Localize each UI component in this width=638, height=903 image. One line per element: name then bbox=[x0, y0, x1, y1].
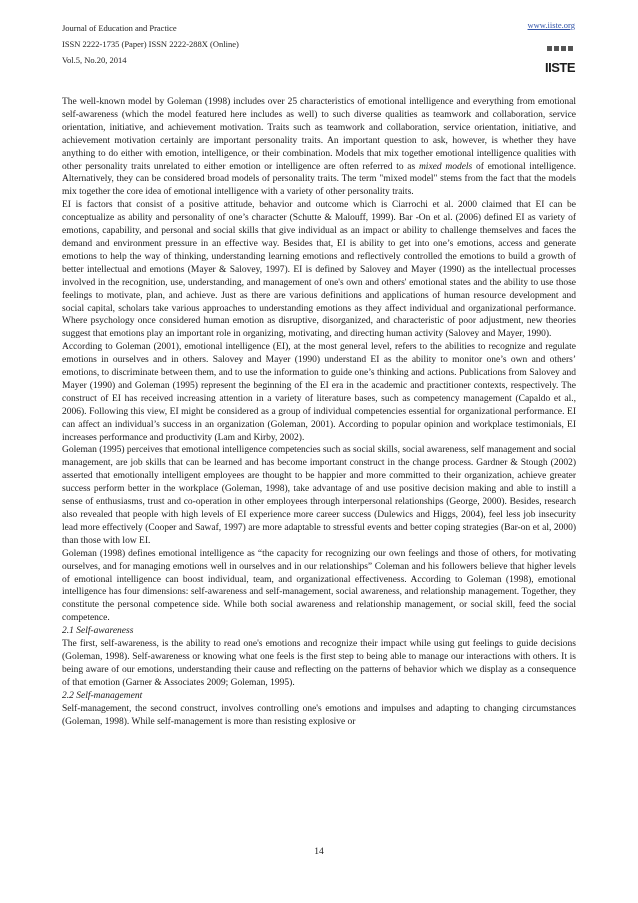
logo-text: IISTE bbox=[545, 60, 576, 75]
paragraph-goleman-1998: Goleman (1998) defines emotional intelligence as “the capacity for recognizing our own feelings and those of others, for motivating ourselves, and for managing emotions well in ourselves and in our relationships” Coleman and his followers believe that higher levels of emotional intelligence can boost individual, team, and organizational effectiveness. According to Goleman (1998), emotional intelligence has four dimensions: self-awareness and self-management, social awareness, and relationship management. Together, they constitute the personal competence side. While both social awareness and relationship management, or social skill, feed the social competence. bbox=[62, 548, 576, 624]
issn-line: ISSN 2222-1735 (Paper) ISSN 2222-288X (Online) bbox=[62, 39, 239, 49]
paragraph-ei-competencies: Goleman (1995) perceives that emotional intelligence competencies such as social skills, social awareness, self management and social management, are job skills that can be learned and has become important construct in the change process. Gardner & Stough (2002) asserted that emotionally intelligent employees are thought to be happier and more committed to their organization, achieve greater success perform better in the workplace (Goleman, 1998), take advantage of and use positive decision making and able to instill a sense of enthusiasms, trust and co-operation in other employees through interpersonal relationships (George, 2000). Besides, research also revealed that people with high levels of EI experience more career success (Dulewics and Higgs, 2004), feel less job insecurity lead more effectively (Cooper and Sawaf, 1997) are more adaptable to stressful events and better coping strategies (Bar-on et al, 2000) than those with low EI. bbox=[62, 445, 576, 546]
paragraph-text: The well-known model by Goleman (1998) includes over 25 characteristics of emotional intelligence and everything from emotional self-awareness (which the model featured here includes as well) to such diverse qualities as teamwork and collaboration, service orientation, initiative, and achievement motivation. Traits such as teamwork and collaboration, service orientation, initiative, and achievement motivation certainly are important personality traits. An important question to ask, however, is whether they have anything to do either with emotion, intelligence, or their combination. Models that mix together emotional intelligence qualities with other personality traits unrelated to either emotion or intelligence are often referred to as bbox=[62, 97, 576, 172]
page-header bbox=[62, 20, 575, 90]
section-heading-self-awareness: 2.1 Self-awareness bbox=[62, 626, 134, 637]
page-number: 14 bbox=[314, 847, 324, 857]
journal-name: Journal of Education and Practice bbox=[62, 23, 177, 33]
article-body bbox=[62, 96, 576, 728]
paragraph-text: of emotional intelligence. Alternatively, they can be considered broad models of personality traits. The term "mixed model" stems from the fact that the models mix together the core idea of emotional intelligence with a variety of other personality traits. bbox=[62, 161, 576, 198]
paragraph-goleman-2001: According to Goleman (2001), emotional intelligence (EI), at the most general level, refers to the abilities to recognize and regulate emotions in ourselves and in others. Salovey and Mayer (1990) understand EI as the ability to monitor one’s own and others’ emotions, to discriminate between them, and to use the information to guide one’s thinking and actions. Publications from Salovey and Mayer (1990) and Goleman (1995) represent the beginning of the EI era in the academic and practitioner contexts, respectively. The construct of EI has received increasing attention in a variety of literature bases, such as competency management (Capaldo et al., 2006). Following this view, EI might be considered as a group of individual competencies essential for organizational performance. EI can affect an individual’s success in an organization (Goleman, 2001). According to popular opinion and workplace testimonials, EI increases performance and productivity (Lam and Kirby, 2002). bbox=[62, 342, 576, 443]
mixed-models-emphasis: mixed models bbox=[418, 161, 473, 172]
section-heading-self-management: 2.2 Self-management bbox=[62, 690, 143, 701]
paragraph-self-awareness: The first, self-awareness, is the ability to read one's emotions and recognize their impact while using gut feelings to guide decisions (Goleman, 1998). Self-awareness or knowing what one feels is the first step to being able to manage our interactions with others. It is being aware of our emotions, understanding their cause and reflecting on the patterns of behavior which we display as a consequence of that emotion (Garner & Associates 2009; Goleman, 1995). bbox=[62, 639, 576, 688]
paragraph-self-management: Self-management, the second construct, involves controlling one's emotions and impulses and adapting to changing circumstances (Goleman, 1998). While self-management is more than resisting explosive or bbox=[62, 703, 576, 727]
iiste-logo bbox=[545, 46, 575, 86]
paragraph-mixed-models bbox=[62, 96, 576, 199]
volume-line: Vol.5, No.20, 2014 bbox=[62, 55, 127, 65]
journal-url-link[interactable]: www.iiste.org bbox=[527, 20, 575, 30]
paragraph-ei-definitions: EI is factors that consist of a positive attitude, behavior and outcome which is Ciarrochi et al. 2000 claimed that EI can be conceptualize as ability and personality of one’s character (Schutte & Malouff, 1999). Bar -On et al. (2006) defined EI as variety of emotions, capability, and personal and social skills that give individual as an impact or ability to challenge themselves and faces the demand and environment pressure in an effective way. Besides that, EI is ability to get into one’s emotions, access and generate emotions to help the way of thinking, understanding learning emotions and reflectively controlled the emotions to build a growth of better intellectual and emotions (Mayer & Salovey, 1997). EI is defined by Salovey and Mayer (1990) as the intellectual processes involved in the recognition, use, understanding, and management of one's own and others' emotional states and the ability to use those feelings to motivate, plan, and achieve. Just as there are various definitions and applications of human resource development and social capital, scholars take various approaches to understanding emotions as they affect individual and organizational performance. Where psychology once considered human emotion as disruptive, disorganized, and characteristic of poor adjustment, new theories suggest that emotions play an important role in organizing, motivating, and directing human activity (Salovey and Mayer, 1990). bbox=[62, 200, 576, 340]
